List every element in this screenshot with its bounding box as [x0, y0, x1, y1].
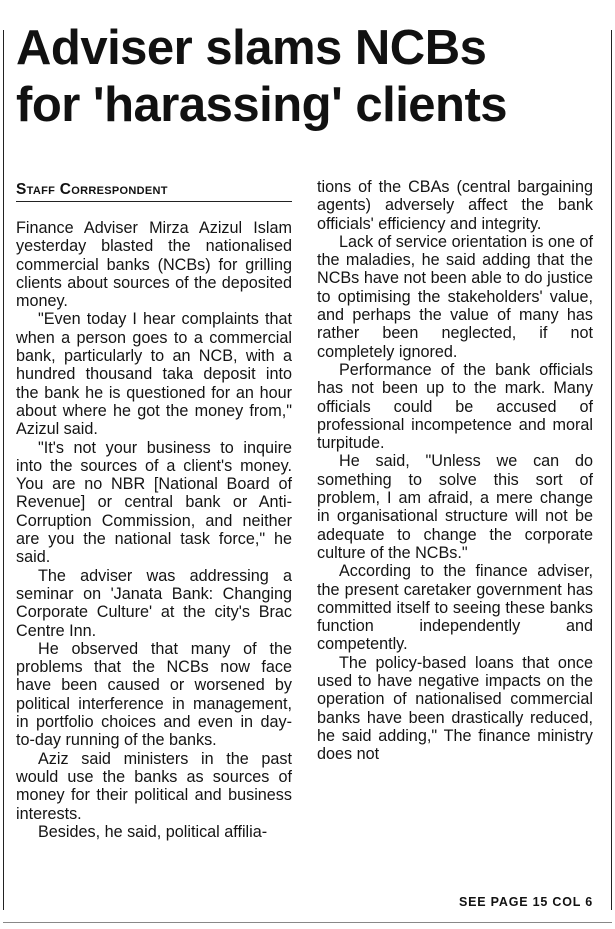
article-paragraph: The policy-based loans that once used to have negative impacts on the operation of nationalised commercial banks have been drastically reduced, he said adding," The finance ministry does not	[317, 653, 593, 764]
right-column-rule	[611, 30, 612, 910]
headline-line-1: Adviser slams NCBs	[16, 21, 487, 75]
byline: Staff Correspondent	[16, 181, 292, 202]
article-paragraph: "It's not your business to inquire into the sources of a client's money. You are no NBR [National Board of Revenue] or central bank or Anti-Corruption Commission, and neither are you the national task force," he said.	[16, 438, 292, 567]
article-paragraph: Finance Adviser Mirza Azizul Islam yesterday blasted the nationalised commercial banks (NCBs) for grilling clients about sources of the deposited money.	[16, 219, 292, 311]
article-paragraph: Lack of service orientation is one of the maladies, he said adding that the NCBs have not been able to do justice to optimising the stakeholders' value, and perhaps the value of many has rather been neglected, if not completely ignored.	[317, 232, 593, 361]
headline	[16, 20, 606, 134]
article-paragraph: "Even today I hear complaints that when a person goes to a commercial bank, particularly to an NCB, with a hundred thousand taka deposit into the bank he is questioned for an hour about where he got the money from," Azizul said.	[16, 310, 292, 439]
article-paragraph: Performance of the bank officials has not been up to the mark. Many officials could be accused of professional incompetence and moral turpitude.	[317, 360, 593, 453]
article-paragraph: He said, "Unless we can do something to solve this sort of problem, I am afraid, a mere change in organisational structure will not be adequate to change the corporate culture of the NCBs."	[317, 452, 593, 562]
bottom-rule	[3, 922, 612, 923]
article-column-left	[16, 178, 292, 841]
headline-line-2: for 'harassing' clients	[16, 78, 508, 132]
article-paragraph-continued-part: Besides, he said, political affilia-	[38, 822, 268, 841]
continued-jump-line: SEE PAGE 15 COL 6	[458, 895, 593, 909]
article-paragraph-continuation: tions of the CBAs (central bargaining agents) adversely affect the bank officials' efficiency and integrity.	[317, 178, 593, 233]
article-paragraph: The adviser was addressing a seminar on 'Janata Bank: Changing Corporate Culture' at the city's Brac Centre Inn.	[16, 566, 292, 640]
article-paragraph: Aziz said ministers in the past would use the banks as sources of money for their political and business interests.	[16, 749, 292, 823]
left-column-rule	[3, 30, 4, 910]
article-paragraph: According to the finance adviser, the present caretaker government has committed itself to seeing these banks function independently and competently.	[317, 562, 593, 654]
article-paragraph: He observed that many of the problems that the NCBs now face have been caused or worsened by political interference in management, in portfolio choices and even in day-to-day running of the banks.	[16, 639, 292, 750]
article-column-right	[317, 178, 593, 764]
